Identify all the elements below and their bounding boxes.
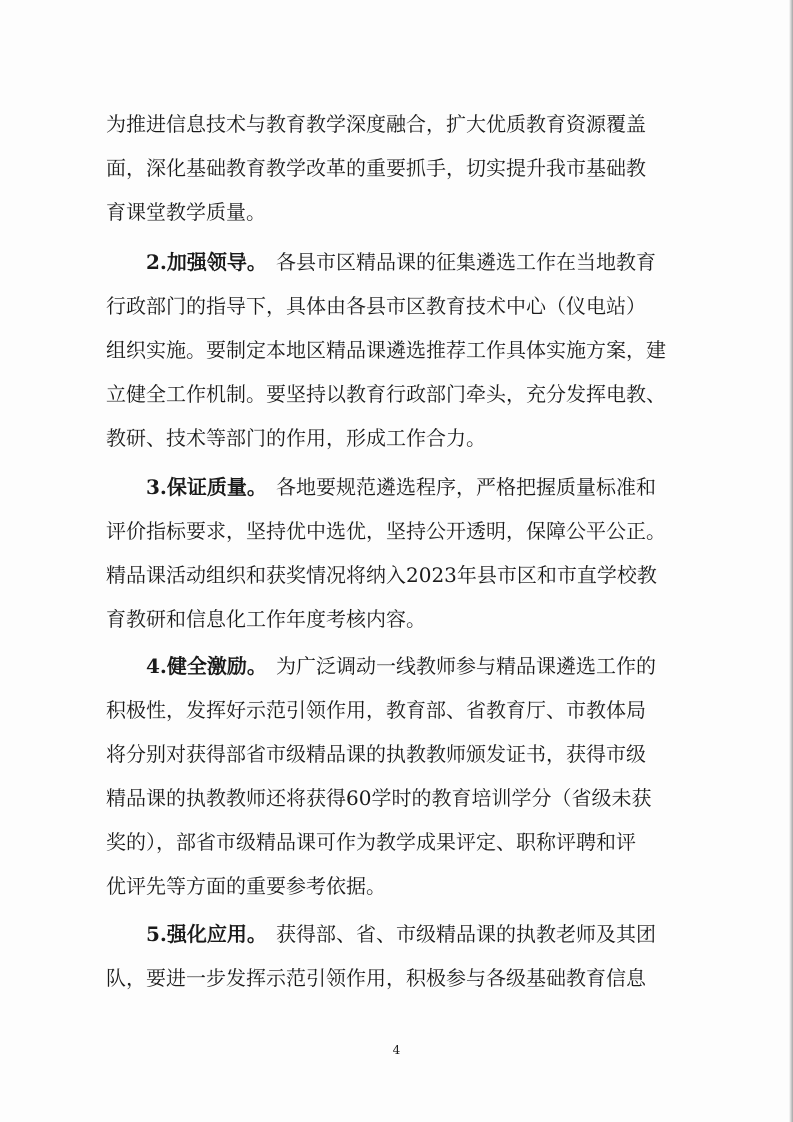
line-text: 教研、技术等部门的作用，形成工作合力。 (106, 426, 486, 450)
line-text: 面，深化基础教育教学改革的重要抓手，切实提升我市基础教 (106, 156, 646, 180)
paragraph-line (0, 865, 793, 907)
line-text: 评价指标要求，坚持优中选优，坚持公开透明，保障公平公正。 (106, 519, 666, 543)
paragraph-line (0, 554, 793, 596)
line-text: 行政部门的指导下，具体由各县市区教育技术中心（仪电站） (106, 294, 646, 318)
paragraph-line (0, 417, 793, 459)
paragraph-line (0, 147, 793, 189)
line-text: 获得部、省、市级精品课的执教老师及其团 (276, 922, 656, 946)
paragraph-line (0, 689, 793, 731)
line-text: 各地要规范遴选程序，严格把握质量标准和 (276, 475, 656, 499)
line-text: 优评先等方面的重要参考依据。 (106, 874, 386, 898)
line-text: 组织实施。要制定本地区精品课遴选推荐工作具体实施方案，建 (106, 338, 666, 362)
line-text: 育教研和信息化工作年度考核内容。 (106, 607, 426, 631)
line-text: 队，要进一步发挥示范引领作用，积极参与各级基础教育信息 (106, 966, 646, 990)
page-number: 4 (392, 1043, 401, 1057)
line-text: 育课堂教学质量。 (106, 200, 266, 224)
line-text: 积极性，发挥好示范引领作用，教育部、省教育厅、市教体局 (106, 698, 646, 722)
paragraph-line (0, 957, 793, 999)
section-5-first-line (0, 913, 793, 955)
line-text: 奖的），部省市级精品课可作为教学成果评定、职称评聘和评 (106, 830, 636, 854)
paragraph-line (0, 733, 793, 775)
line-text: 精品课活动组织和获奖情况将纳入2023年县市区和市直学校教 (106, 563, 657, 587)
line-text: 为推进信息技术与教育教学深度融合，扩大优质教育资源覆盖 (106, 112, 646, 136)
section-heading: 4.健全激励。 (146, 654, 267, 678)
line-text: 精品课的执教教师还将获得60学时的教育培训学分（省级未获 (106, 786, 652, 810)
paragraph-line (0, 285, 793, 327)
line-text: 将分别对获得部省市级精品课的执教教师颁发证书，获得市级 (106, 742, 646, 766)
paragraph-line (0, 598, 793, 640)
section-4-first-line (0, 645, 793, 687)
section-3-first-line (0, 466, 793, 508)
paragraph-line (0, 191, 793, 233)
section-2-first-line (0, 241, 793, 283)
section-heading: 3.保证质量。 (146, 475, 267, 499)
line-text: 立健全工作机制。要坚持以教育行政部门牵头，充分发挥电教、 (106, 382, 666, 406)
line-text: 各县市区精品课的征集遴选工作在当地教育 (276, 250, 656, 274)
paragraph-line (0, 510, 793, 552)
paragraph-line (0, 373, 793, 415)
paragraph-line (0, 103, 793, 145)
paragraph-line (0, 821, 793, 863)
paragraph-line (0, 777, 793, 819)
section-heading: 5.强化应用。 (146, 922, 267, 946)
section-heading: 2.加强领导。 (146, 250, 267, 274)
paragraph-line (0, 329, 793, 371)
line-text: 为广泛调动一线教师参与精品课遴选工作的 (276, 654, 656, 678)
